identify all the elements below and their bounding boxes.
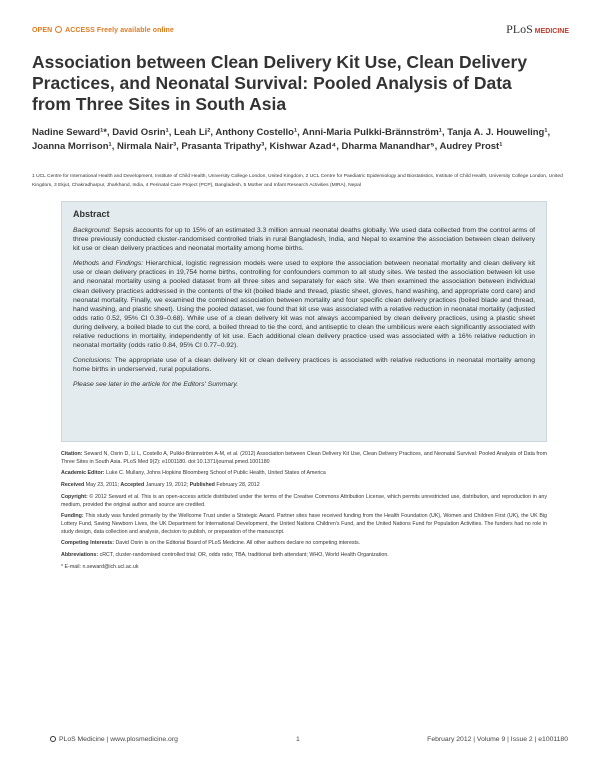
funding-label: Funding: — [61, 513, 84, 520]
copyright-text: © 2012 Seward et al. This is an open-access article distributed under the terms of the Creative Commons Attribution License, which permits unrestricted use, distribution, and reproduction in any medium, provided the original author and source are credited. — [61, 493, 547, 508]
article-title: Association between Clean Delivery Kit Use, Clean Delivery Practices, and Neonatal Survival: Pooled Analysis of Data from Three Sites in South Asia — [32, 52, 528, 114]
funding — [61, 513, 547, 536]
citation-label: Citation: — [61, 451, 83, 457]
footer-journal-text: PLoS Medicine | www.plosmedicine.org — [59, 736, 178, 743]
competing-interests — [61, 540, 547, 548]
affiliations: 1 UCL Centre for International Health and Development, Institute of Child Health, University College London, United Kingdom, 2 UCL Centre for Paediatric Epidemiology and Biostatistics, Institute of Child Health, University College London, United Kingdom, 3 Ekjut, Chakradharpur, Jharkhand, India, 4 Perinatal Care Project (PCP), Bangladesh, 5 Mother and Infant Research Activities (MIRA), Nepal — [32, 174, 563, 188]
background-label: Background: — [73, 227, 112, 234]
copyright — [61, 494, 547, 509]
competing-label: Competing Interests: — [61, 540, 114, 547]
open-lock-icon — [55, 26, 62, 33]
page-footer — [0, 736, 600, 750]
citation-text: Seward N, Osrin D, Li L, Costello A, Pulkki-Brännström A-M, et al. (2012) Association between Clean Delivery Kit Use, Clean Delivery Practices, and Neonatal Survival: Pooled Analysis of Data from Three Sites in South Asia. PLoS Med 9(2): e1001180. doi:10.1371/journal.pmed.1001180 — [61, 451, 547, 465]
methods-text: Hierarchical, logistic regression models were used to explore the association between neonatal mortality and clean delivery kit use or clean delivery practices in 19,754 home births, controlling for confounders common to all study sites. We tested the association between kit use and neonatal mortality using a pooled dataset from all three sites and separately for each site. We then examined the association between individual clean delivery practices addressed in the contents of the kit (boiled blade and thread, plastic sheet, gloves, hand washing, and appropriate cord care) and neonatal mortality. Finally, we examined the combined association between mortality and four specific clean delivery practices (boiled blade and thread, hand washing, and plastic sheet). Using the pooled dataset, we found that kit use was associated with a relative reduction in neonatal mortality (adjusted odds ratio 0.52, 95% CI 0.39–0.68). While use of a clean delivery kit was not always accompanied by clean delivery practices, using a plastic sheet during delivery, a boiled blade to cut the cord, a boiled thread to tie the cord, and antiseptic to clean the umbilicus were each significantly associated with relative reductions in mortality, independently of kit use. Each additional clean delivery practice used was associated with a 16% relative reduction in neonatal mortality (odds ratio 0.84, 95% CI 0.77–0.92). — [73, 260, 536, 350]
journal-logo — [506, 22, 569, 37]
editors-summary-note — [73, 380, 535, 389]
freely-available-label: Freely available online — [96, 27, 174, 34]
citation — [61, 451, 547, 466]
abbreviations — [61, 552, 547, 560]
access-label: ACCESS — [65, 27, 95, 34]
received-date: May 23, 2011; — [84, 482, 121, 489]
editor-label: Academic Editor: — [61, 470, 105, 477]
abstract-methods — [73, 259, 535, 350]
article-metadata — [61, 451, 547, 575]
abstract-conclusions — [73, 356, 535, 374]
competing-text: David Osrin is on the Editorial Board of PLoS Medicine. All other authors declare no competing interests. — [113, 540, 361, 547]
received-label: Received — [61, 482, 85, 489]
conclusions-text: The appropriate use of a clean delivery kit or clean delivery practices is associated with relative reductions in neonatal mortality among home births in underserved, rural populations. — [73, 357, 535, 374]
journal-plos: PLoS — [506, 22, 533, 36]
accepted-label: Accepted — [120, 482, 145, 489]
dates — [61, 482, 547, 490]
footer-journal — [50, 736, 178, 743]
page-header — [0, 0, 600, 40]
abstract-heading: Abstract — [73, 209, 110, 219]
abbreviations-label: Abbreviations: — [61, 552, 99, 559]
author-list: Nadine Seward¹*, David Osrin¹, Leah Li², Anthony Costello¹, Anni-Maria Pulkki-Brännström¹, Tanja A. J. Houweling¹, Joanna Morrison¹, Nirmala Nair³, Prasanta Tripathy³, Kishwar Azad⁴, Dharma Manandhar⁵, Audrey Prost¹ — [32, 127, 551, 152]
open-label: OPEN — [32, 27, 53, 34]
accepted-date: January 19, 2012; — [144, 482, 190, 489]
summary-note-text: Please see later in the article for the Editors' Summary. — [73, 381, 239, 389]
open-access-banner — [32, 26, 174, 34]
conclusions-label: Conclusions: — [73, 357, 112, 365]
methods-label: Methods and Findings: — [73, 260, 144, 268]
editor-text: Luke C. Mullany, Johns Hopkins Bloomberg School of Public Health, United States of America — [104, 470, 326, 477]
abstract-background — [73, 226, 535, 253]
abstract-box — [61, 201, 547, 442]
academic-editor — [61, 470, 547, 478]
page-number: 1 — [296, 736, 300, 743]
background-text: Sepsis accounts for up to 15% of an estimated 3.3 million annual neonatal deaths globally. We used data collected from the control arms of three previously conducted cluster-randomised controlled trials in rural Bangladesh, India, and Nepal to examine the association between clean delivery kit use or clean delivery practices and neonatal mortality among home births. — [73, 227, 535, 253]
published-label: Published — [189, 482, 215, 489]
funding-text: This study was funded primarily by the Wellcome Trust under a Strategic Award. Partner sites have received funding from the Health Foundation (UK), Women and Children First (UK), the UK Big Lottery Fund, Saving Newborn Lives, the UK Department for International Development, the United Nations Children's Fund, and the United Nations Fund for Population Activities. The funders had no role in study design, data collection and analysis, decision to publish, or preparation of the manuscript. — [61, 513, 547, 535]
plos-logo-icon — [50, 736, 56, 742]
published-date: February 28, 2012 — [214, 482, 260, 489]
email: * E-mail: n.seward@ich.ucl.ac.uk — [61, 563, 139, 570]
footer-issue: February 2012 | Volume 9 | Issue 2 | e1001180 — [427, 736, 568, 743]
journal-medicine: MEDICINE — [534, 28, 569, 35]
copyright-label: Copyright: — [61, 493, 88, 500]
abbreviations-text: cRCT, cluster-randomised controlled trial; OR, odds ratio; TBA, traditional birth attendant; WHO, World Health Organization. — [98, 552, 389, 559]
